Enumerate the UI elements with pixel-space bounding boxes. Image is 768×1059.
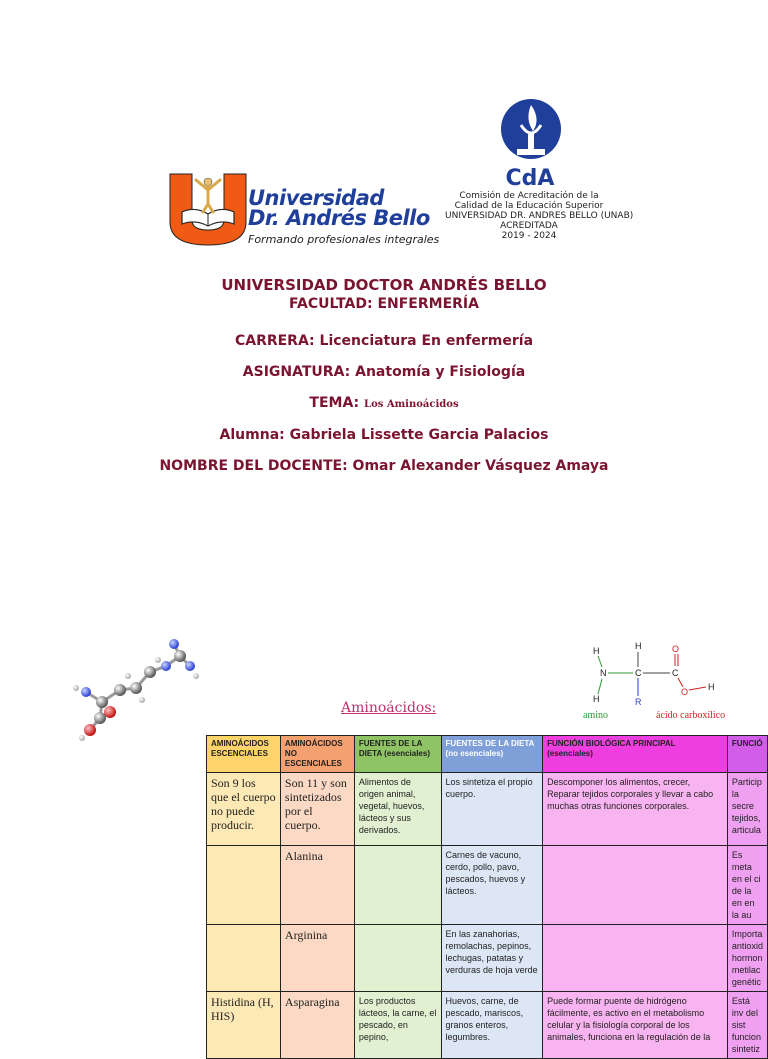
header-cell: AMINOÁCIDOS ESCENCIALES <box>207 736 281 773</box>
header-cell: FUENTES DE LA DIETA (esenciales) <box>354 736 441 773</box>
cda-line: ACREDITADA <box>500 221 558 231</box>
table-cell: Histidina (H, HIS) <box>207 992 281 1059</box>
table-cell: Alanina <box>280 846 354 925</box>
amino-label: amino <box>583 710 608 721</box>
university-logo-name-line1: Universidad <box>248 186 384 210</box>
topic-line <box>0 395 768 411</box>
teacher-line: NOMBRE DEL DOCENTE: Omar Alexander Vásquez Amaya <box>159 458 609 474</box>
table-cell <box>354 925 441 992</box>
table-cell: Son 9 los que el cuerpo no puede producir. <box>207 773 281 846</box>
cda-logo <box>497 97 563 189</box>
table-cell <box>207 846 281 925</box>
atom-h: H <box>593 694 600 704</box>
student-line: Alumna: Gabriela Lissette Garcia Palacios <box>219 427 549 443</box>
amino-acids-table <box>206 735 768 1059</box>
table-row <box>207 992 768 1059</box>
table-cell: Arginina <box>280 925 354 992</box>
header-cell: AMINOÁCIDOS NO ESCENCIALES <box>280 736 354 773</box>
table-cell: Está inv del sist funcion sintetiz <box>727 992 767 1059</box>
table-header-row <box>207 736 768 773</box>
table-cell: Huevos, carne, de pescado, mariscos, granos enteros, legumbres. <box>441 992 543 1059</box>
table-cell: Asparagina <box>280 992 354 1059</box>
table-cell: Los sintetiza el propio cuerpo. <box>441 773 543 846</box>
topic-label: TEMA: <box>309 395 365 411</box>
faculty-title: FACULTAD: ENFERMERÍA <box>289 296 479 312</box>
atom-c: C <box>635 668 642 678</box>
atom-r: R <box>635 697 642 707</box>
header-cell: FUNCIÓ <box>727 736 767 773</box>
table-cell: Puede formar puente de hidrógeno fácilmente, es activo en el metabolismo celular y la fisiología corporal de los animales, funciona en la regulación de la <box>543 992 728 1059</box>
figure-heading: Aminoácidos: <box>341 700 437 716</box>
atom-h: H <box>635 641 642 651</box>
header-cell: FUNCIÓN BIOLÓGICA PRINCIPAL (esenciales) <box>543 736 728 773</box>
header-cell: FUENTES DE LA DIETA (no esenciales) <box>441 736 543 773</box>
topic-value: Los Aminoácidos <box>364 399 459 410</box>
table-cell: Alimentos de origen animal, vegetal, huevos, lácteos y sus derivados. <box>354 773 441 846</box>
human-figure-icon <box>196 178 220 212</box>
molecule-3d-image <box>62 632 202 747</box>
table-row <box>207 773 768 846</box>
university-logo-slogan: Formando profesionales integrales <box>248 233 440 246</box>
atom-h: H <box>708 682 715 692</box>
cda-logo-text <box>445 191 634 241</box>
table-cell: Son 11 y son sintetizados por el cuerpo. <box>280 773 354 846</box>
table-cell <box>207 925 281 992</box>
table-cell: Importa antioxid hormon metilac genétic <box>727 925 767 992</box>
amino-acid-structure <box>578 640 768 722</box>
university-title: UNIVERSIDAD DOCTOR ANDRÉS BELLO <box>221 276 547 294</box>
university-logo-name-line2: Dr. Andrés Bello <box>248 206 430 230</box>
table-cell <box>543 846 728 925</box>
cda-line: 2019 - 2024 <box>501 231 557 241</box>
table-cell: Descomponer los alimentos, crecer, Reparar tejidos corporales y llevar a cabo muchas otras funciones corporales. <box>543 773 728 846</box>
cda-line: Calidad de la Educación Superior <box>454 201 604 211</box>
table-cell: En las zanahorias, remolachas, pepinos, lechugas, patatas y verduras de hoja verde <box>441 925 543 992</box>
carboxylic-acid-label: ácido carboxílico <box>656 710 726 721</box>
atom-h: H <box>593 646 600 656</box>
table-cell: Es meta en el ci de la en en la au <box>727 846 767 925</box>
cda-line: UNIVERSIDAD DR. ANDRES BELLO (UNAB) <box>445 211 634 221</box>
career-line: CARRERA: Licenciatura En enfermería <box>234 333 534 349</box>
table-cell: Los productos lácteos, la carne, el pescado, en pepino, <box>354 992 441 1059</box>
atom-n: N <box>600 668 607 678</box>
table-cell <box>354 846 441 925</box>
table-row <box>207 846 768 925</box>
table-cell: Particip la secre tejidos, articula <box>727 773 767 846</box>
atom-c: C <box>672 668 679 678</box>
atom-o: O <box>672 644 680 654</box>
cda-logo-abbr: CdA <box>505 166 555 189</box>
table-cell: Carnes de vacuno, cerdo, pollo, pavo, pescados, huevos y lácteos. <box>441 846 543 925</box>
table-row <box>207 925 768 992</box>
subject-line: ASIGNATURA: Anatomía y Fisiología <box>242 364 526 380</box>
cda-line: Comisión de Acreditación de la <box>459 191 599 201</box>
table-cell <box>543 925 728 992</box>
atom-o: O <box>681 687 689 697</box>
